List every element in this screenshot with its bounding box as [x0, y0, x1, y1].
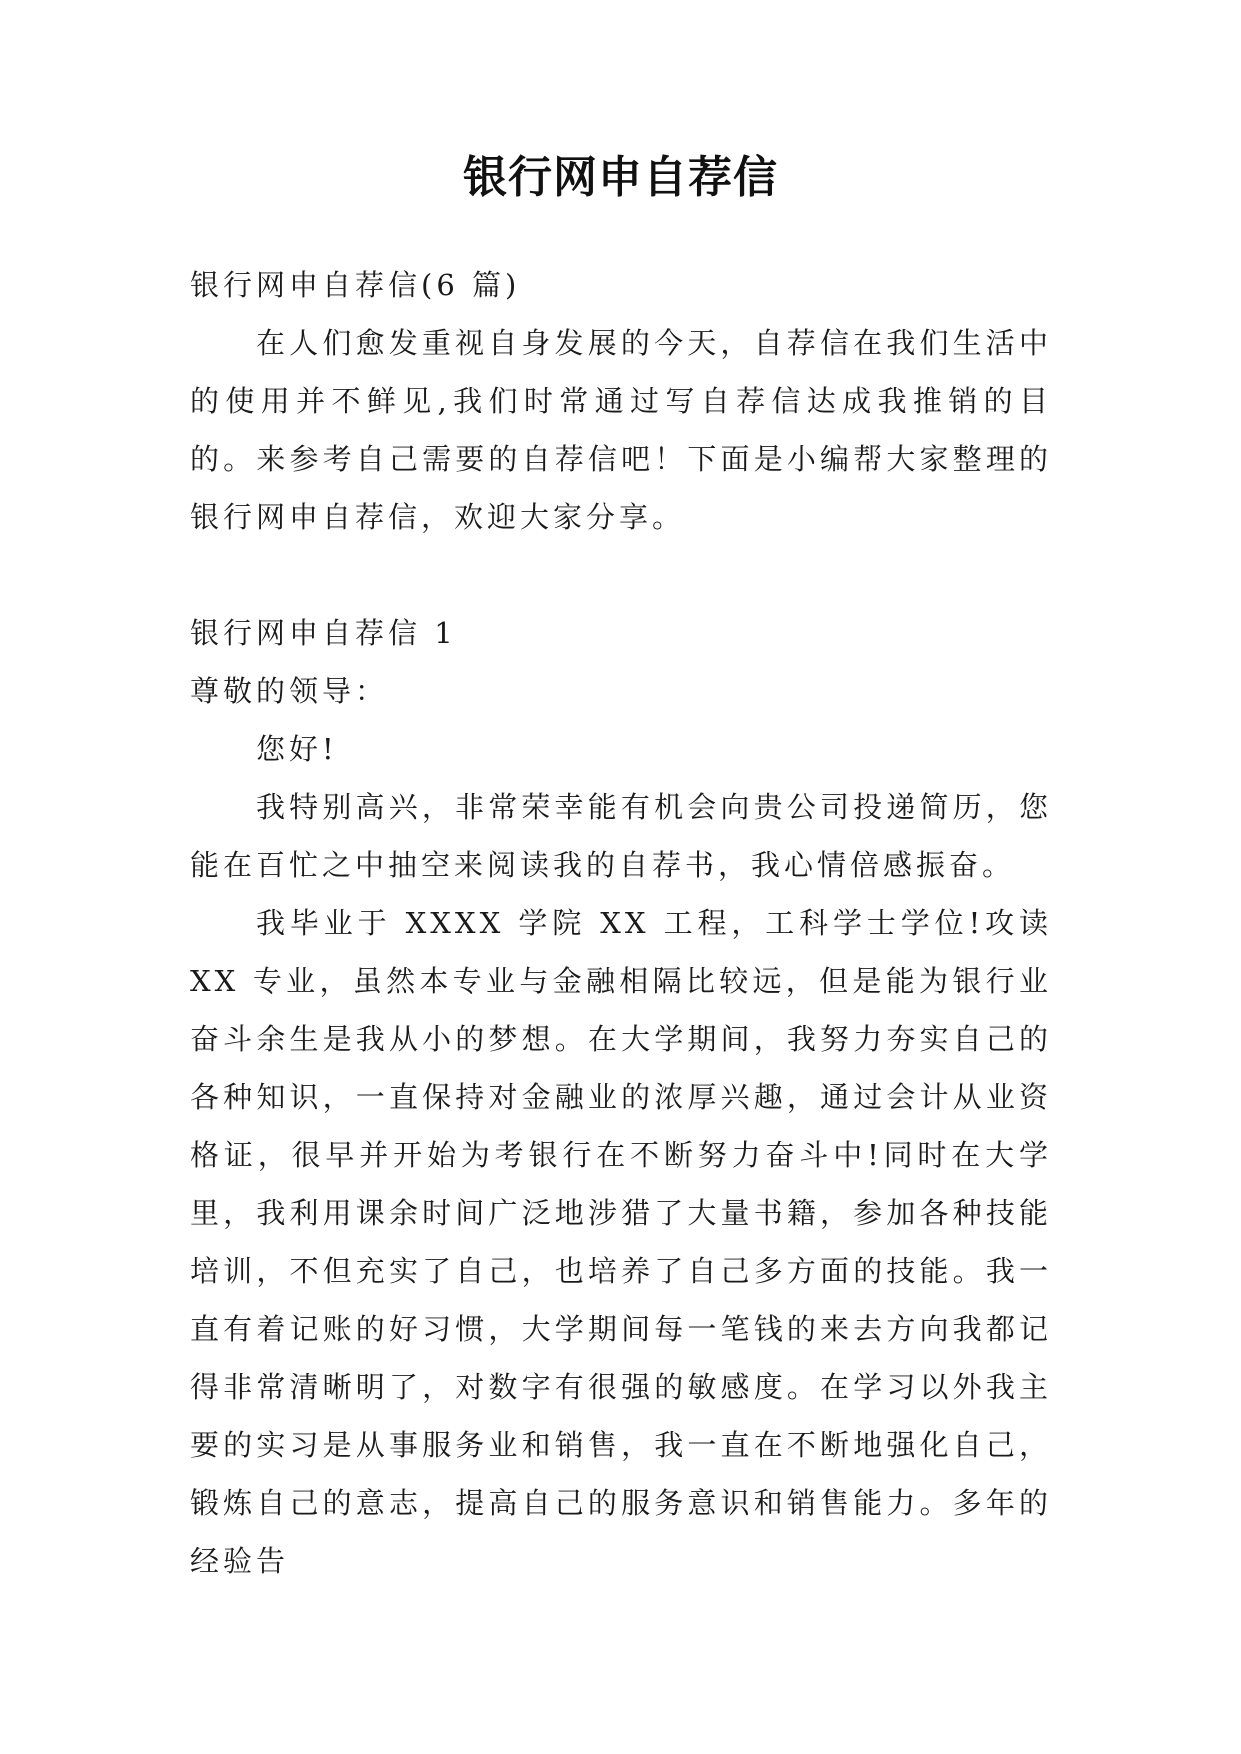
body-paragraph-1: 我特别高兴，非常荣幸能有机会向贵公司投递简历，您能在百忙之中抽空来阅读我的自荐书，我心情倍感振奋。 — [190, 790, 1052, 882]
body-paragraph-2: 我毕业于 XXXX 学院 XX 工程，工科学士学位!攻读 XX 专业，虽然本专业与金融相隔比较远，但是能为银行业奋斗余生是我从小的梦想。在大学期间，我努力夯实自己的各种知识，一直保持对金融业的浓厚兴趣，通过会计从业资格证，很早并开始为考银行在不断努力奋斗中!同时在大学里，我利用课余时间广泛地涉猎了大量书籍，参加各种技能培训，不但充实了自己，也培养了自己多方面的技能。我一直有着记账的好习惯，大学期间每一笔钱的来去方向我都记得非常清晰明了，对数字有很强的敏感度。在学习以外我主要的实习是从事服务业和销售，我一直在不断地强化自己，锻炼自己的意志，提高自己的服务意识和销售能力。多年的经验告 — [190, 906, 1052, 1578]
document-title: 银行网申自荐信 — [463, 152, 778, 203]
document-body — [190, 256, 1052, 1590]
document-subtitle: 银行网申自荐信(6 篇) — [190, 268, 521, 302]
salutation: 尊敬的领导： — [190, 674, 389, 708]
greeting: 您好! — [256, 732, 338, 766]
section-heading: 银行网申自荐信 1 — [190, 616, 457, 650]
intro-paragraph: 在人们愈发重视自身发展的今天，自荐信在我们生活中的使用并不鲜见,我们时常通过写自荐信达成我推销的目的。来参考自己需要的自荐信吧！下面是小编帮大家整理的银行网申自荐信，欢迎大家分享。 — [190, 326, 1052, 534]
paragraph-gap — [190, 546, 1052, 604]
